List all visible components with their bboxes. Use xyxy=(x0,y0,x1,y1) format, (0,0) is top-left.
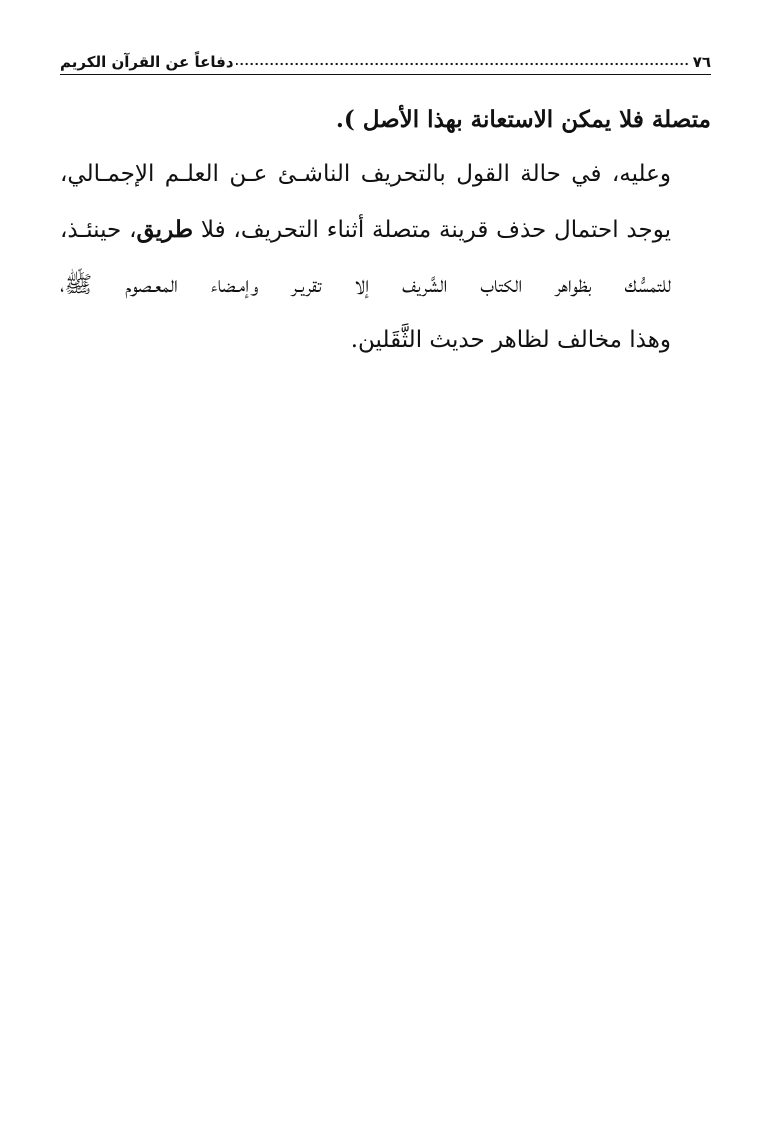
paragraph-2-line-4: وهذا مخالف لظاهر حديث الثَّقَلين. xyxy=(350,327,671,353)
paragraph-2 xyxy=(60,147,711,368)
paragraph-2-line-3: للتمسُّك بظواهر الكتاب الشَّريف إلا تقريـر وإمـضاء المعـصوم ﷺ، xyxy=(60,272,671,298)
paragraph-1-line-1: متصلة فلا يمكن الاستعانة بهذا الأصل ). xyxy=(335,106,711,133)
paragraph-2-line-2-end: ، حينئـذ، xyxy=(60,217,137,243)
paragraph-2-line-1: وعليه، في حالة القول بالتحريف الناشـئ عـن العلـم الإجمـالي، xyxy=(60,161,671,187)
dot-leader xyxy=(236,61,689,67)
paragraph-2-line-2-start: يوجد احتمال حذف قرينة متصلة أثناء التحريف، فلا xyxy=(193,217,671,243)
page-number: ٧٦ xyxy=(692,53,711,71)
paragraph-1 xyxy=(60,92,711,147)
header-rule xyxy=(60,74,711,75)
bold-word: طريق xyxy=(136,216,194,243)
book-title: دفاعاً عن القرآن الكريم xyxy=(60,53,234,71)
body-text xyxy=(60,92,711,368)
running-header xyxy=(60,36,711,70)
paragraph-2-line-2 xyxy=(60,202,711,258)
